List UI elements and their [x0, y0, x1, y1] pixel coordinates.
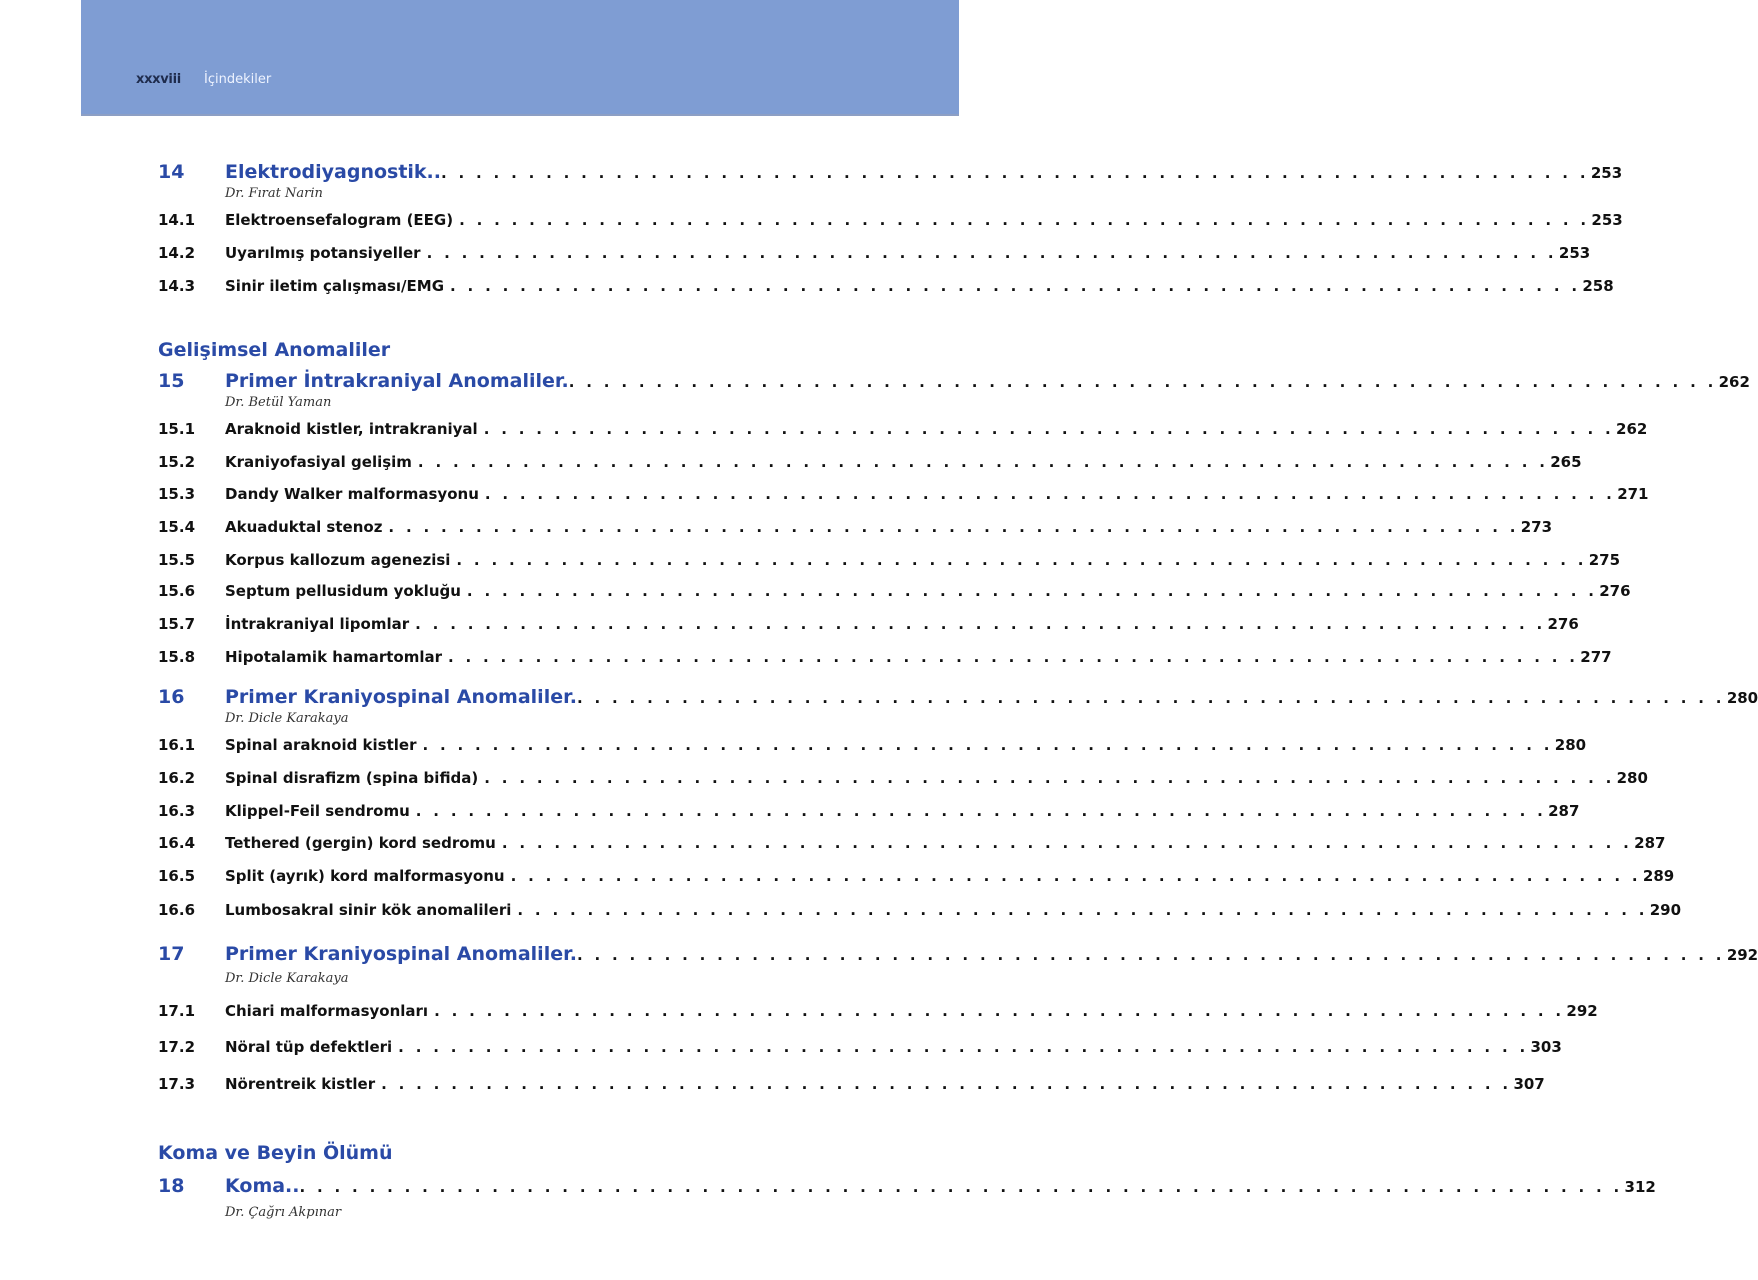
toc-item[interactable] — [158, 1038, 1562, 1062]
page-ref: 292 — [1726, 946, 1758, 964]
page-number: xxxviii — [136, 72, 181, 87]
dot-leader: . . . . . . . . . . . . . . . . . . . . . . . . . . . . . . . . . . . . . . . . . . . . . . . . . . . . . . . . . . . . . . . . . — [450, 277, 1581, 295]
chapter-number: 17 — [158, 943, 185, 965]
chapter-author: Dr. Çağrı Akpınar — [225, 1205, 342, 1220]
toc-item[interactable] — [158, 211, 1623, 235]
section-title: Uyarılmış potansiyeller — [225, 244, 421, 262]
section-number: 15.2 — [158, 453, 196, 471]
section-title: Lumbosakral sinir kök anomalileri — [225, 901, 512, 919]
page-ref: 262 — [1718, 373, 1750, 391]
page-ref: 253 — [1590, 164, 1623, 182]
dot-leader: . . . . . . . . . . . . . . . . . . . . . . . . . . . . . . . . . . . . . . . . . . . . . . . . . . . . . . . . . . . . . . . . . — [517, 901, 1648, 919]
chapter-17-entry[interactable] — [158, 943, 1758, 967]
toc-item[interactable] — [158, 453, 1582, 477]
toc-item[interactable] — [158, 802, 1580, 826]
chapter-15-entry[interactable] — [158, 370, 1750, 394]
dot-leader: . . . . . . . . . . . . . . . . . . . . . . . . . . . . . . . . . . . . . . . . . . . . . . . . . . . . . . . . . . . . . . . . . — [466, 582, 1598, 600]
section-number: 15.8 — [158, 648, 196, 666]
chapter-18-entry[interactable] — [158, 1175, 1656, 1199]
dot-leader: . . . . . . . . . . . . . . . . . . . . . . . . . . . . . . . . . . . . . . . . . . . . . . . . . . . . . . . . . . . . . . . . . — [415, 802, 1547, 820]
dot-leader: . . . . . . . . . . . . . . . . . . . . . . . . . . . . . . . . . . . . . . . . . . . . . . . . . . . . . . . . . . . . . . . . . . — [576, 689, 1725, 707]
section-number: 15.3 — [158, 485, 196, 503]
page-ref: 253 — [1558, 244, 1591, 262]
section-title: Septum pellusidum yokluğu — [225, 582, 461, 600]
section-title: Tethered (gergin) kord sedromu — [225, 834, 496, 852]
dot-leader: . . . . . . . . . . . . . . . . . . . . . . . . . . . . . . . . . . . . . . . . . . . . . . . . . . . . . . . . . . . . . . . . . — [483, 420, 1615, 438]
dot-leader: . . . . . . . . . . . . . . . . . . . . . . . . . . . . . . . . . . . . . . . . . . . . . . . . . . . . . . . . . . . . . . . . . — [447, 648, 1579, 666]
section-title: Elektroensefalogram (EEG) — [225, 211, 454, 229]
page-ref: 290 — [1649, 901, 1682, 919]
toc-item[interactable] — [158, 420, 1648, 444]
section-title: Nörentreik kistler — [225, 1075, 376, 1093]
part-heading-developmental: Gelişimsel Anomaliler — [158, 339, 391, 361]
section-title: Dandy Walker malformasyonu — [225, 485, 479, 503]
part-heading-coma: Koma ve Beyin Ölümü — [158, 1142, 393, 1164]
section-number: 16.6 — [158, 901, 196, 919]
section-title: Split (ayrık) kord malformasyonu — [225, 867, 505, 885]
dot-leader: . . . . . . . . . . . . . . . . . . . . . . . . . . . . . . . . . . . . . . . . . . . . . . . . . . . . . . . . . . . . . . . . . — [381, 1075, 1512, 1093]
page-ref: 280 — [1554, 736, 1587, 754]
chapter-author: Dr. Dicle Karakaya — [225, 971, 349, 986]
page-ref: 262 — [1616, 420, 1648, 438]
dot-leader: . . . . . . . . . . . . . . . . . . . . . . . . . . . . . . . . . . . . . . . . . . . . . . . . . . . . . . . . . . . . . . . . . — [426, 244, 1557, 262]
page-ref: 271 — [1617, 485, 1649, 503]
toc-item[interactable] — [158, 901, 1682, 925]
dot-leader: . . . . . . . . . . . . . . . . . . . . . . . . . . . . . . . . . . . . . . . . . . . . . . . . . . . . . . . . . . . . . . . . . — [398, 1038, 1529, 1056]
section-number: 17.2 — [158, 1038, 196, 1056]
section-title: Akuaduktal stenoz — [225, 518, 383, 536]
section-number: 14.3 — [158, 277, 196, 295]
chapter-title: Primer İntrakraniyal Anomaliler. — [225, 370, 569, 392]
chapter-number: 15 — [158, 370, 185, 392]
page-ref: 287 — [1548, 802, 1580, 820]
dot-leader: . . . . . . . . . . . . . . . . . . . . . . . . . . . . . . . . . . . . . . . . . . . . . . . . . . . . . . . . . . . . . . . . . — [434, 1002, 1565, 1020]
page-ref: 280 — [1726, 689, 1758, 707]
page-ref: 303 — [1530, 1038, 1562, 1056]
toc-item[interactable] — [158, 1002, 1598, 1026]
section-title: İntrakraniyal lipomlar — [225, 615, 410, 633]
section-title: Araknoid kistler, intrakraniyal — [225, 420, 478, 438]
page-ref: 277 — [1580, 648, 1612, 666]
page-ref: 289 — [1642, 867, 1675, 885]
toc-item[interactable] — [158, 277, 1614, 301]
dot-leader: . . . . . . . . . . . . . . . . . . . . . . . . . . . . . . . . . . . . . . . . . . . . . . . . . . . . . . . . . . . . . . . . . . — [441, 164, 1589, 182]
section-title: Klippel-Feil sendromu — [225, 802, 410, 820]
toc-item[interactable] — [158, 736, 1587, 760]
dot-leader: . . . . . . . . . . . . . . . . . . . . . . . . . . . . . . . . . . . . . . . . . . . . . . . . . . . . . . . . . . . . . . . . . . — [568, 373, 1717, 391]
dot-leader: . . . . . . . . . . . . . . . . . . . . . . . . . . . . . . . . . . . . . . . . . . . . . . . . . . . . . . . . . . . . . . . . . — [456, 551, 1587, 569]
page-ref: 276 — [1599, 582, 1631, 600]
toc-item[interactable] — [158, 834, 1666, 858]
section-number: 16.4 — [158, 834, 196, 852]
page-ref: 312 — [1624, 1178, 1656, 1196]
chapter-title: Koma.. — [225, 1175, 300, 1197]
section-number: 15.7 — [158, 615, 196, 633]
page-ref: 265 — [1550, 453, 1582, 471]
page-ref: 258 — [1582, 277, 1614, 295]
section-title: Spinal disrafizm (spina bifida) — [225, 769, 479, 787]
chapter-author: Dr. Betül Yaman — [225, 395, 332, 410]
page-ref: 292 — [1566, 1002, 1598, 1020]
chapter-author: Dr. Fırat Narin — [225, 186, 323, 201]
dot-leader: . . . . . . . . . . . . . . . . . . . . . . . . . . . . . . . . . . . . . . . . . . . . . . . . . . . . . . . . . . . . . . . . . — [388, 518, 1519, 536]
section-number: 16.1 — [158, 736, 196, 754]
dot-leader: . . . . . . . . . . . . . . . . . . . . . . . . . . . . . . . . . . . . . . . . . . . . . . . . . . . . . . . . . . . . . . . . . — [417, 453, 1549, 471]
chapter-title: Primer Kraniyospinal Anomaliler. — [225, 943, 577, 965]
dot-leader: . . . . . . . . . . . . . . . . . . . . . . . . . . . . . . . . . . . . . . . . . . . . . . . . . . . . . . . . . . . . . . . . . — [484, 485, 1616, 503]
section-number: 14.1 — [158, 211, 196, 229]
section-title: Hipotalamik hamartomlar — [225, 648, 442, 666]
dot-leader: . . . . . . . . . . . . . . . . . . . . . . . . . . . . . . . . . . . . . . . . . . . . . . . . . . . . . . . . . . . . . . . . . . . . . . . . . . . . — [299, 1178, 1623, 1196]
chapter-16-entry[interactable] — [158, 686, 1758, 710]
toc-item[interactable] — [158, 582, 1631, 606]
dot-leader: . . . . . . . . . . . . . . . . . . . . . . . . . . . . . . . . . . . . . . . . . . . . . . . . . . . . . . . . . . . . . . . . . — [422, 736, 1553, 754]
section-number: 16.3 — [158, 802, 196, 820]
section-title: Nöral tüp defektleri — [225, 1038, 393, 1056]
toc-item[interactable] — [158, 518, 1553, 542]
dot-leader: . . . . . . . . . . . . . . . . . . . . . . . . . . . . . . . . . . . . . . . . . . . . . . . . . . . . . . . . . . . . . . . . . . — [576, 946, 1725, 964]
page-ref: 253 — [1591, 211, 1623, 229]
dot-leader: . . . . . . . . . . . . . . . . . . . . . . . . . . . . . . . . . . . . . . . . . . . . . . . . . . . . . . . . . . . . . . . . . — [510, 867, 1641, 885]
section-number: 15.4 — [158, 518, 196, 536]
section-title: Kraniyofasiyal gelişim — [225, 453, 412, 471]
section-number: 15.1 — [158, 420, 196, 438]
toc-item[interactable] — [158, 485, 1649, 509]
page-ref: 280 — [1616, 769, 1648, 787]
chapter-number: 14 — [158, 161, 185, 183]
section-number: 17.1 — [158, 1002, 196, 1020]
dot-leader: . . . . . . . . . . . . . . . . . . . . . . . . . . . . . . . . . . . . . . . . . . . . . . . . . . . . . . . . . . . . . . . . . — [459, 211, 1590, 229]
section-number: 16.2 — [158, 769, 196, 787]
page-ref: 307 — [1513, 1075, 1545, 1093]
chapter-author: Dr. Dicle Karakaya — [225, 711, 349, 726]
section-title: Spinal araknoid kistler — [225, 736, 417, 754]
section-number: 17.3 — [158, 1075, 196, 1093]
section-number: 15.6 — [158, 582, 196, 600]
chapter-title: Elektrodiyagnostik.. — [225, 161, 441, 183]
chapter-14-entry[interactable] — [158, 161, 1623, 185]
toc-item[interactable] — [158, 1075, 1545, 1099]
toc-item[interactable] — [158, 244, 1591, 268]
chapter-number: 18 — [158, 1175, 185, 1197]
toc-item[interactable] — [158, 648, 1612, 672]
header-band — [81, 0, 959, 116]
section-title: Korpus kallozum agenezisi — [225, 551, 451, 569]
running-header-title: İçindekiler — [204, 72, 272, 87]
page-ref: 275 — [1588, 551, 1621, 569]
section-title: Sinir iletim çalışması/EMG — [225, 277, 445, 295]
dot-leader: . . . . . . . . . . . . . . . . . . . . . . . . . . . . . . . . . . . . . . . . . . . . . . . . . . . . . . . . . . . . . . . . . — [484, 769, 1615, 787]
page-ref: 287 — [1634, 834, 1666, 852]
toc-item[interactable] — [158, 867, 1675, 891]
page-ref: 276 — [1547, 615, 1579, 633]
chapter-number: 16 — [158, 686, 185, 708]
dot-leader: . . . . . . . . . . . . . . . . . . . . . . . . . . . . . . . . . . . . . . . . . . . . . . . . . . . . . . . . . . . . . . . . . — [415, 615, 1546, 633]
section-title: Chiari malformasyonları — [225, 1002, 429, 1020]
page-ref: 273 — [1520, 518, 1553, 536]
chapter-title: Primer Kraniyospinal Anomaliler. — [225, 686, 577, 708]
toc-item[interactable] — [158, 615, 1579, 639]
section-number: 16.5 — [158, 867, 196, 885]
toc-item[interactable] — [158, 551, 1621, 575]
section-number: 15.5 — [158, 551, 196, 569]
section-number: 14.2 — [158, 244, 196, 262]
dot-leader: . . . . . . . . . . . . . . . . . . . . . . . . . . . . . . . . . . . . . . . . . . . . . . . . . . . . . . . . . . . . . . . . . — [501, 834, 1633, 852]
toc-item[interactable] — [158, 769, 1648, 793]
